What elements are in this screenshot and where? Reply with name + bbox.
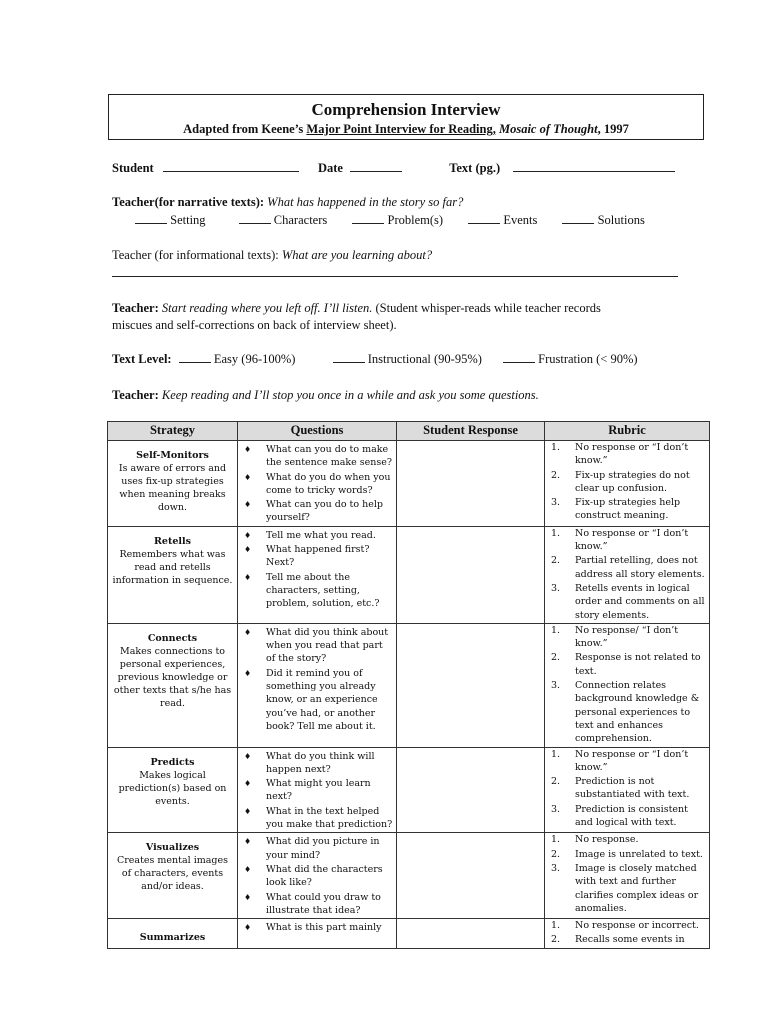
questions-cell xyxy=(238,441,397,527)
diamond-bullet-icon: ♦ xyxy=(244,668,252,678)
reading-instruction: Start reading where you left off. I’ll listen. xyxy=(161,301,373,315)
table-row xyxy=(108,441,710,527)
table-row xyxy=(108,747,710,833)
reading-note-1: (Student whisper-reads while teacher records xyxy=(372,301,601,315)
setting-blank[interactable] xyxy=(135,213,167,224)
diamond-bullet-icon: ♦ xyxy=(244,837,252,847)
strategy-cell xyxy=(108,441,238,527)
question-item: ♦ What did you picture in your mind? xyxy=(244,836,380,861)
strategy-name: Connects xyxy=(147,632,198,644)
rubric-item: 2. Partial retelling, does not address all story elements. xyxy=(551,555,705,580)
strategy-name: Summarizes xyxy=(139,932,206,944)
rubric-cell xyxy=(545,526,710,623)
problems-blank[interactable] xyxy=(352,213,384,224)
strategy-name: Predicts xyxy=(150,756,195,768)
diamond-bullet-icon: ♦ xyxy=(244,751,252,761)
subtitle-prefix: Adapted from Keene’s xyxy=(183,122,307,136)
option-problems: Problem(s) xyxy=(387,213,444,227)
student-response-cell[interactable] xyxy=(397,623,545,747)
narrative-label: Teacher(for narrative texts): xyxy=(112,195,265,209)
header-questions: Questions xyxy=(238,422,397,441)
table-row xyxy=(108,833,710,919)
rubric-item: 2. Prediction is not substantiated with text. xyxy=(551,776,690,801)
rubric-item: 2. Fix-up strategies do not clear up confusion. xyxy=(551,469,690,494)
question-item: ♦ Tell me about the characters, setting, problem, solution, etc.? xyxy=(244,571,380,610)
rubric-cell xyxy=(545,623,710,747)
question-item: ♦ What do you think will happen next? xyxy=(244,750,375,775)
informational-label: Teacher (for informational texts): xyxy=(112,248,279,262)
diamond-bullet-icon: ♦ xyxy=(244,779,252,789)
rubric-item: 1. No response or “I don’t know.” xyxy=(551,748,689,773)
student-response-cell[interactable] xyxy=(397,833,545,919)
narrative-options xyxy=(135,213,645,228)
narrative-question: What has happened in the story so far? xyxy=(267,195,464,209)
student-label: Student xyxy=(112,161,154,175)
header-rubric: Rubric xyxy=(545,422,710,441)
level-easy: Easy (96-100%) xyxy=(213,352,296,366)
page-subtitle xyxy=(109,122,703,137)
rubric-cell xyxy=(545,919,710,949)
subtitle-italic-title: Mosaic of Thought xyxy=(498,122,598,136)
date-label: Date xyxy=(317,161,343,175)
diamond-bullet-icon: ♦ xyxy=(244,892,252,902)
solutions-blank[interactable] xyxy=(562,213,594,224)
strategy-name: Retells xyxy=(154,535,191,547)
reading-label: Teacher: xyxy=(112,301,159,315)
rubric-item: 3. Connection relates background knowledge & personal experiences to text and enhances comprehension. xyxy=(551,680,700,745)
header-student-response: Student Response xyxy=(397,422,545,441)
question-item: ♦ What did the characters look like? xyxy=(244,863,383,889)
table-header-row xyxy=(108,422,710,441)
diamond-bullet-icon: ♦ xyxy=(244,472,252,482)
question-item: ♦ What could you draw to illustrate that idea? xyxy=(244,891,381,916)
strategy-cell xyxy=(108,833,238,919)
rubric-cell xyxy=(545,747,710,833)
student-response-cell[interactable] xyxy=(397,526,545,623)
events-blank[interactable] xyxy=(468,213,500,224)
rubric-item: 1. No response/ “I don’t know.” xyxy=(551,624,679,650)
diamond-bullet-icon: ♦ xyxy=(244,864,252,874)
strategy-cell xyxy=(108,747,238,833)
text-page-field[interactable] xyxy=(513,161,675,172)
text-label: Text (pg.) xyxy=(449,161,501,175)
table-row xyxy=(108,919,710,949)
rubric-cell xyxy=(545,441,710,527)
student-response-cell[interactable] xyxy=(397,919,545,949)
diamond-bullet-icon: ♦ xyxy=(244,445,252,454)
question-item: ♦ Tell me what you read. xyxy=(244,529,376,541)
level-frustration: Frustration (< 90%) xyxy=(538,352,638,366)
question-item: ♦ What did you think about when you read that part of the story? xyxy=(244,626,389,665)
question-item: ♦ What in the text helped you make that prediction? xyxy=(244,805,393,831)
student-response-cell[interactable] xyxy=(397,747,545,833)
subtitle-book-title: Major Point Interview for Reading, xyxy=(306,122,496,136)
informational-question: What are you learning about? xyxy=(281,248,433,262)
title-box xyxy=(108,94,704,140)
question-item: ♦ Did it remind you of something you already know, or an experience you’ve had, or another book? Tell me about it. xyxy=(244,667,378,732)
question-item: ♦ What can you do to help yourself? xyxy=(244,499,383,524)
strategy-desc: Creates mental images of characters, events and/or ideas. xyxy=(116,855,228,893)
option-solutions: Solutions xyxy=(597,213,645,227)
question-item: ♦ What can you do to make the sentence make sense? xyxy=(244,444,392,469)
rubric-item: 3. Fix-up strategies help construct meaning. xyxy=(551,497,681,522)
rubric-item: 2. Recalls some events in xyxy=(551,934,685,946)
strategy-cell xyxy=(108,526,238,623)
strategy-desc: Makes logical prediction(s) based on events. xyxy=(118,769,227,807)
diamond-bullet-icon: ♦ xyxy=(244,627,252,637)
keep-reading-prompt xyxy=(112,388,539,403)
question-item: ♦ What might you learn next? xyxy=(244,778,371,803)
reading-prompt xyxy=(112,301,601,316)
strategy-desc: Remembers what was read and retells information in sequence. xyxy=(112,548,233,586)
rubric-item: 1. No response or incorrect. xyxy=(551,920,699,932)
option-setting: Setting xyxy=(170,213,206,227)
rubric-cell xyxy=(545,833,710,919)
questions-cell xyxy=(238,526,397,623)
student-field[interactable] xyxy=(163,161,299,172)
keep-reading-label: Teacher: xyxy=(112,388,159,402)
subtitle-year: , 1997 xyxy=(597,122,629,136)
informational-answer-line[interactable] xyxy=(112,276,678,277)
informational-prompt xyxy=(112,248,432,263)
questions-cell xyxy=(238,747,397,833)
strategy-desc: Makes connections to personal experiences, previous knowledge or other texts that s/he has read. xyxy=(113,645,232,709)
rubric-item: 3. Retells events in logical order and comments on all story elements. xyxy=(551,582,705,621)
question-item: ♦ What happened first? Next? xyxy=(244,544,370,569)
rubric-item: 1. No response. xyxy=(551,834,639,846)
questions-cell xyxy=(238,833,397,919)
option-characters: Characters xyxy=(273,213,328,227)
diamond-bullet-icon: ♦ xyxy=(244,530,252,540)
rubric-item: 2. Image is unrelated to text. xyxy=(551,848,703,860)
table-row xyxy=(108,526,710,623)
narrative-prompt xyxy=(112,195,463,210)
diamond-bullet-icon: ♦ xyxy=(244,806,252,816)
easy-blank[interactable] xyxy=(179,352,211,363)
diamond-bullet-icon: ♦ xyxy=(244,923,252,933)
frustration-blank[interactable] xyxy=(503,352,535,363)
strategy-name: Visualizes xyxy=(145,842,200,854)
keep-reading-instruction: Keep reading and I’ll stop you once in a while and ask you some questions. xyxy=(161,388,539,402)
rubric-item: 3. Prediction is consistent and logical with text. xyxy=(551,803,688,829)
rubric-item: 1. No response or “I don’t know.” xyxy=(551,442,689,467)
questions-cell xyxy=(238,623,397,747)
strategy-cell xyxy=(108,919,238,949)
rubric-item: 3. Image is closely matched with text and further clarifies complex ideas or anomalies. xyxy=(551,862,699,914)
question-item: ♦ What is this part mainly xyxy=(244,922,382,934)
strategy-table xyxy=(107,421,710,949)
rubric-item: 2. Response is not related to text. xyxy=(551,652,701,677)
text-level-row xyxy=(112,352,638,367)
date-field[interactable] xyxy=(350,161,402,172)
strategy-name: Self-Monitors xyxy=(136,450,209,461)
diamond-bullet-icon: ♦ xyxy=(244,500,252,510)
strategy-desc: Is aware of errors and uses fix-up strategies when meaning breaks down. xyxy=(118,463,227,513)
student-response-cell[interactable] xyxy=(397,441,545,527)
characters-blank[interactable] xyxy=(239,213,271,224)
question-item: ♦ What do you do when you come to tricky words? xyxy=(244,471,391,496)
table-row xyxy=(108,623,710,747)
page-title: Comprehension Interview xyxy=(311,100,501,119)
questions-cell xyxy=(238,919,397,949)
diamond-bullet-icon: ♦ xyxy=(244,572,252,582)
option-events: Events xyxy=(503,213,538,227)
reading-note-2: miscues and self-corrections on back of interview sheet). xyxy=(112,318,397,332)
strategy-cell xyxy=(108,623,238,747)
info-fields-row xyxy=(112,161,675,176)
text-level-label: Text Level: xyxy=(112,352,172,366)
rubric-item: 1. No response or “I don’t know.” xyxy=(551,527,689,553)
instructional-blank[interactable] xyxy=(333,352,365,363)
header-strategy: Strategy xyxy=(108,422,238,441)
level-instructional: Instructional (90-95%) xyxy=(367,352,482,366)
diamond-bullet-icon: ♦ xyxy=(244,545,252,555)
